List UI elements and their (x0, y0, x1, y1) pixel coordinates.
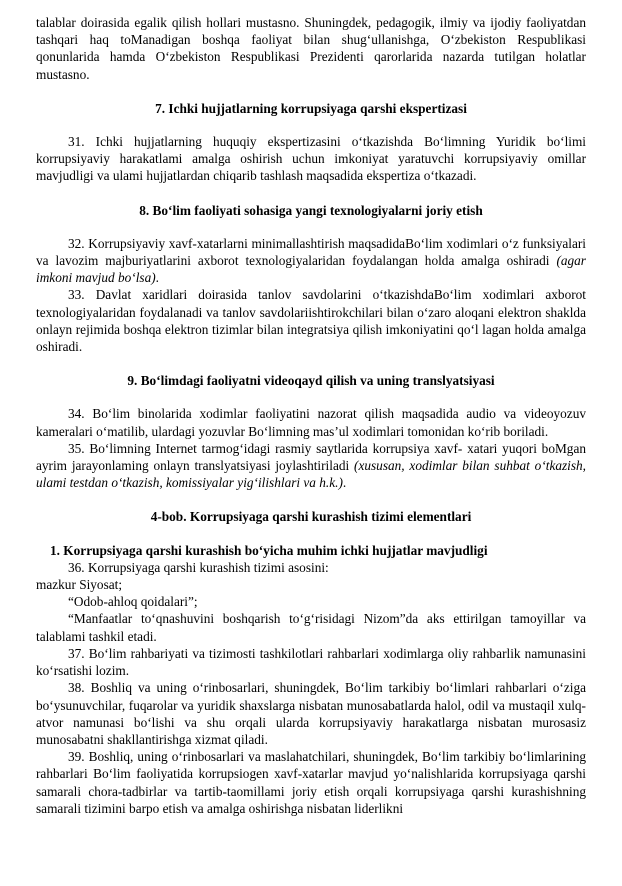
subsection-heading-1: 1. Korrupsiyaga qarshi kurashish bo‘yicha muhim ichki hujjatlar mavjudligi (50, 542, 488, 558)
paragraph-35-tail: . (342, 475, 347, 491)
paragraph-38: 38. Boshliq va uning o‘rinbosarlari, shuningdek, Bo‘lim tarkibiy bo‘limlari rahbarlari o‘ziga bo‘ysunuvchilar, fuqarolar va yuridik shaxslarga nisbatan munosabatlarda halol, odil va mustaqil xulq-atvor namunasi bo‘lishi va shu orqali ularda korrupsiyaviy harakatlarga nisbatan murosasiz munosabatni shakllantirishga xizmat qiladi. (36, 680, 586, 747)
paragraph-33: 33. Davlat xaridlari doirasida tanlov savdolarini o‘tkazishdaBo‘lim xodimlari axborot texnologiyalaridan foydalanadi va tanlov savdolariishtirokchilari bilan o‘zaro aloqani elektron shaklda onlayn rejimida boshqa elektron tizimlar bilan integratsiya qilish imkoniyatini qo‘l lagan holda amalga oshiradi. (36, 287, 586, 355)
spacer (36, 83, 586, 100)
paragraph-36: 36. Korrupsiyaga qarshi kurashish tizimi asosini: (68, 559, 329, 575)
spacer (36, 491, 586, 508)
spacer (36, 526, 586, 542)
paragraph-31: 31. Ichki hujjatlarning huquqiy ekspertizasini o‘tkazishda Bo‘limning Yuridik bo‘limi korrupsiyaviy harakatlami amalga oshirish uchun imkoniyat yaratuvchi korrupsiyaviy omillar mavjudligi va ulami hujjatlardan chiqarib tashlash maqsadida ekspertiza o‘tkazadi. (36, 134, 586, 184)
paragraph-32 (36, 235, 586, 287)
section-heading-8: 8. Bo‘lim faoliyati sohasiga yangi texnologiyalarni joriy etish (139, 202, 483, 218)
paragraph-35-text: 35. Bo‘limning Internet tarmog‘idagi rasmiy saytlarida korrupsiya xavf- xatari yuqori boMgan ayrim jarayonlaming onlayn translyatsiyasi joylashtiriladi (36, 440, 586, 474)
paragraph-34: 34. Bo‘lim binolarida xodimlar faoliyatini nazorat qilish maqsadida audio va videoyozuv kameralari o‘matilib, ulardagi yozuvlar Bo‘limning mas’ul xodimlari tomonidan ko‘rib boriladi. (36, 406, 586, 439)
paragraph-32-tail: . (155, 270, 159, 286)
section-heading-9: 9. Bo‘limdagi faoliyatni videoqayd qilish va uning translyatsiyasi (127, 373, 495, 389)
paragraph-35-italic: (xususan, xodimlar bilan suhbat o‘tkazish, ulami testdan o‘tkazish, komissiyalar yig‘ilishlari va h.k.) (36, 458, 587, 491)
paragraph-36-item-1: mazkur Siyosat; (36, 577, 123, 593)
paragraph-39: 39. Boshliq, uning o‘rinbosarlari va maslahatchilari, shuningdek, Bo‘lim tarkibiy bo‘limlarining rahbarlari Bo‘lim faoliyatida korrupsiogen xavf-xatarlar mavjud yo‘nalishlarida korrupsiyaga qarshi samarali chora-tadbirlar va tartib-taomillami joriy etish orqali korrupsiyaga qarshi kurashishning samarali tizimini barpo etish va amalga oshirishga nisbatan liderlikni (36, 749, 586, 816)
paragraph-36-item-3: “Manfaatlar to‘qnashuvini boshqarish to‘g‘risidagi Nizom”da aks ettirilgan tamoyillar va talablami tashkil etadi. (36, 611, 586, 644)
paragraph-35 (36, 440, 586, 492)
spacer (36, 355, 586, 372)
paragraph-32-text: 32. Korrupsiyaviy xavf-xatarlarni minimallashtirish maqsadidaBo‘lim xodimlari o‘z funksiyalari va lavozim majburiyatlarini axborot texnologiyalaridan foydalangan holda amalga oshiradi (36, 235, 586, 269)
spacer (36, 219, 586, 235)
paragraph-intro: talablar doirasida egalik qilish hollari mustasno. Shuningdek, pedagogik, ilmiy va ijodiy faoliyatdan tashqari haq toManadigan boshqa faoliyat bilan shug‘ullanishga, O‘zbekiston Respublikasi qonunlarida hamda O‘zbekiston Respublikasi Prezidenti qarorlarida nazarda tutilgan holatlar mustasno. (36, 15, 586, 82)
paragraph-36-item-2: “Odob-ahloq qoidalari”; (68, 594, 198, 610)
section-heading-7: 7. Ichki hujjatlarning korrupsiyaga qarshi ekspertizasi (155, 100, 467, 116)
chapter-heading-4: 4-bob. Korrupsiyaga qarshi kurashish tizimi elementlari (150, 509, 472, 525)
paragraph-32-italic: (agar imkoni mavjud bo‘lsa) (36, 253, 586, 286)
paragraph-37: 37. Bo‘lim rahbariyati va tizimosti tashkilotlari rahbarlari xodimlarga oliy rahbarlik namunasini ko‘rsatishi lozim. (36, 645, 586, 679)
spacer (36, 185, 586, 202)
spacer (36, 117, 586, 133)
spacer (36, 389, 586, 405)
